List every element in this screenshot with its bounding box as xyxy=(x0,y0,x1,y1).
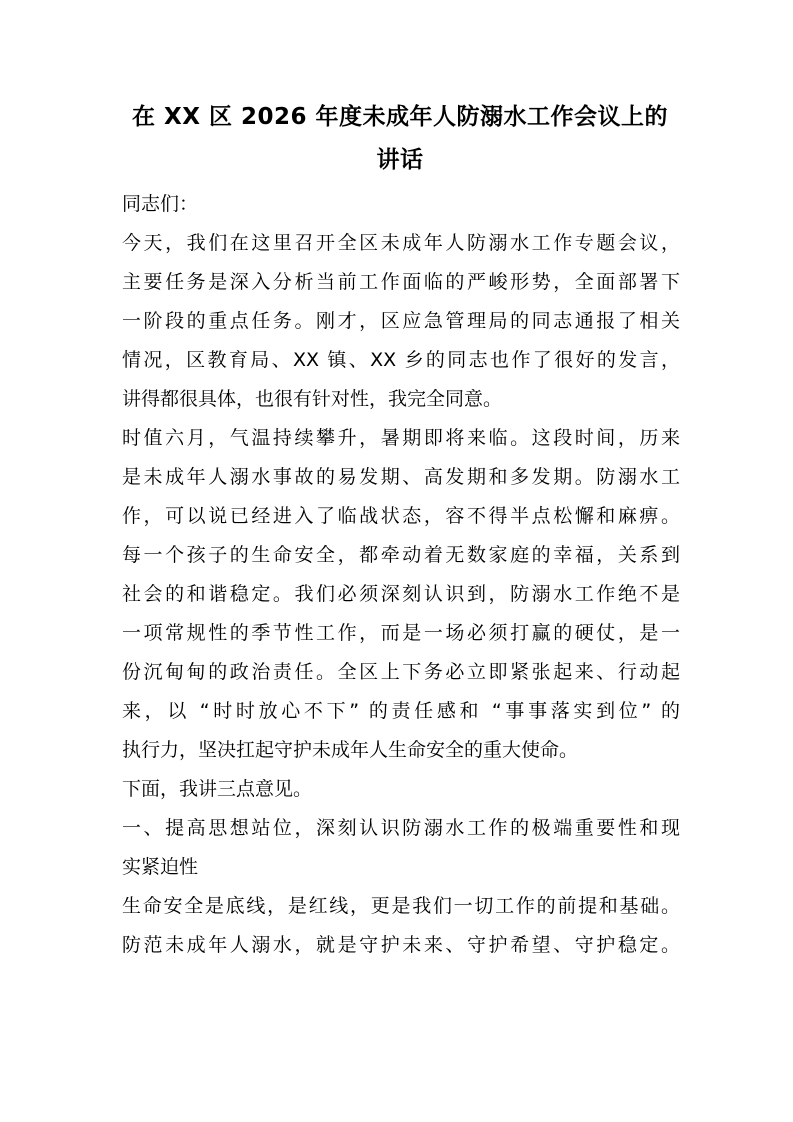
body-line: 执行力，坚决扛起守护未成年人生命安全的重大使命。 xyxy=(122,739,579,761)
body-line: 今天，我们在这里召开全区未成年人防溺水工作专题会议， xyxy=(122,232,680,254)
section-heading-line: 一、提高思想站位，深刻认识防溺水工作的极端重要性和现 xyxy=(122,817,680,839)
body-line: 作，可以说已经进入了临战状态，容不得半点松懈和麻痹。 xyxy=(122,505,680,527)
section-heading-line: 实紧迫性 xyxy=(122,856,199,878)
body-line: 下面，我讲三点意见。 xyxy=(122,778,313,800)
body-line: 时值六月，气温持续攀升，暑期即将来临。这段时间，历来 xyxy=(122,427,680,449)
body-line: 生命安全是底线，是红线，更是我们一切工作的前提和基础。 xyxy=(122,895,680,917)
body-line: 防范未成年人溺水，就是守护未来、守护希望、守护稳定。 xyxy=(122,934,680,956)
body-line: 一项常规性的季节性工作，而是一场必须打赢的硬仗，是一 xyxy=(122,622,680,644)
body-line: 份沉甸甸的政治责任。全区上下务必立即紧张起来、行动起 xyxy=(122,661,680,683)
document-title-line-1: 在 XX 区 2026 年度未成年人防溺水工作会议上的 xyxy=(131,104,668,130)
body-line: 情况，区教育局、XX 镇、XX 乡的同志也作了很好的发言， xyxy=(122,349,680,371)
body-line: 社会的和谐稳定。我们必须深刻认识到，防溺水工作绝不是 xyxy=(122,583,680,605)
body-line: 讲得都很具体，也很有针对性，我完全同意。 xyxy=(122,388,503,410)
document-title-line-2: 讲话 xyxy=(376,147,424,173)
salutation: 同志们： xyxy=(122,193,199,215)
body-line: 是未成年人溺水事故的易发期、高发期和多发期。防溺水工 xyxy=(122,466,680,488)
body-line: 每一个孩子的生命安全，都牵动着无数家庭的幸福，关系到 xyxy=(122,544,680,566)
body-line: 来，以 “时时放心不下” 的责任感和 “事事落实到位” 的 xyxy=(122,700,680,722)
body-line: 一阶段的重点任务。刚才，区应急管理局的同志通报了相关 xyxy=(122,310,680,332)
body-line: 主要任务是深入分析当前工作面临的严峻形势，全面部署下 xyxy=(122,271,680,293)
